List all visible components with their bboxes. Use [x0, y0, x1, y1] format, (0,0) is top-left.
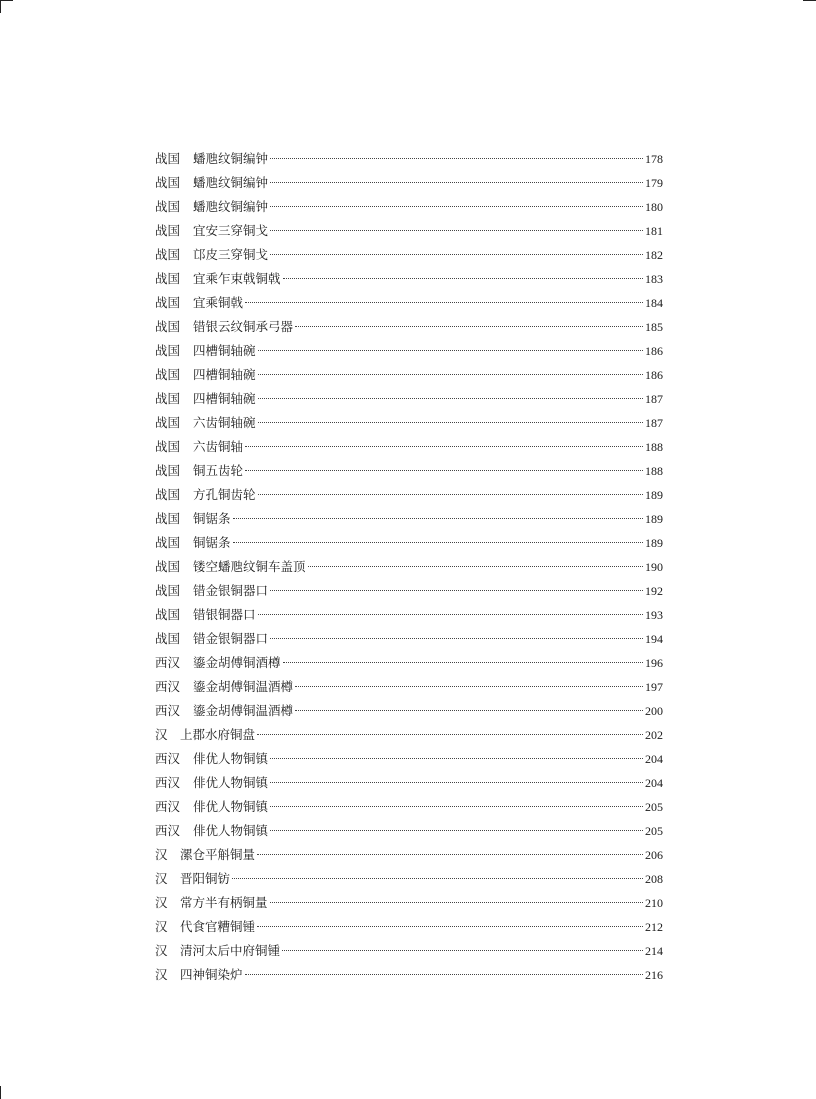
toc-entry: [155, 243, 663, 267]
toc-entry-leader-dots: [283, 278, 643, 279]
toc-entry-title: 常方半有柄铜量: [180, 895, 268, 910]
toc-entry-page-number: 180: [645, 200, 663, 214]
toc-entry-title: 四槽铜轴碗: [193, 367, 256, 382]
toc-entry-page-number: 204: [645, 776, 663, 790]
toc-entry: [155, 771, 663, 795]
toc-entry-title: 俳优人物铜镇: [193, 751, 269, 766]
toc-entry: [155, 819, 663, 843]
toc-entry-title: 铜锯条: [193, 535, 231, 550]
toc-entry-title: 邙皮三穿铜戈: [193, 247, 269, 262]
toc-entry-period: 战国: [155, 415, 181, 430]
toc-entry: [155, 891, 663, 915]
toc-entry-page-number: 192: [645, 584, 663, 598]
toc-entry-leader-dots: [295, 686, 643, 687]
toc-entry-period: 战国: [155, 583, 181, 598]
toc-entry-title: 四槽铜轴碗: [193, 391, 256, 406]
toc-entry-page-number: 205: [645, 824, 663, 838]
toc-entry-period: 西汉: [155, 679, 181, 694]
toc-entry-page-number: 208: [645, 872, 663, 886]
toc-entry-period: 战国: [155, 535, 181, 550]
toc-entry-period: 战国: [155, 607, 181, 622]
toc-entry: [155, 795, 663, 819]
toc-entry-page-number: 200: [645, 704, 663, 718]
toc-entry-title: 错金银铜器口: [193, 631, 269, 646]
toc-entry-page-number: 182: [645, 248, 663, 262]
toc-entry-leader-dots: [245, 446, 643, 447]
toc-entry-leader-dots: [283, 662, 643, 663]
toc-entry-leader-dots: [245, 470, 643, 471]
toc-entry-title: 六齿铜轴: [193, 439, 244, 454]
toc-entry-page-number: 188: [645, 440, 663, 454]
toc-entry: [155, 555, 663, 579]
toc-entry: [155, 195, 663, 219]
toc-entry-title: 蟠虺纹铜编钟: [193, 175, 269, 190]
toc-entry: [155, 627, 663, 651]
toc-entry: [155, 699, 663, 723]
toc-entry-title: 蟠虺纹铜编钟: [193, 151, 269, 166]
toc-entry-period: 战国: [155, 511, 181, 526]
toc-entry-leader-dots: [258, 374, 643, 375]
toc-entry-page-number: 193: [645, 608, 663, 622]
toc-entry-title: 铜五齿轮: [193, 463, 244, 478]
toc-entry-page-number: 204: [645, 752, 663, 766]
toc-entry-period: 战国: [155, 367, 181, 382]
toc-entry: [155, 171, 663, 195]
toc-entry: [155, 435, 663, 459]
toc-entry-title: 宜乘铜戟: [193, 295, 244, 310]
toc-entry-title: 俳优人物铜镇: [193, 823, 269, 838]
toc-entry-title: 晋阳铜钫: [180, 871, 231, 886]
toc-entry-title: 代食官糟铜锺: [180, 919, 256, 934]
toc-entry-page-number: 190: [645, 560, 663, 574]
toc-entry-leader-dots: [258, 398, 643, 399]
toc-entry-title: 蟠虺纹铜编钟: [193, 199, 269, 214]
toc-entry-page-number: 189: [645, 488, 663, 502]
toc-entry-leader-dots: [258, 494, 643, 495]
toc-entry-period: 汉: [155, 967, 168, 982]
toc-entry-title: 鎏金胡傅铜温酒樽: [193, 679, 294, 694]
toc-entry-leader-dots: [258, 350, 643, 351]
toc-entry-leader-dots: [270, 806, 643, 807]
toc-entry-page-number: 196: [645, 656, 663, 670]
toc-entry-leader-dots: [257, 734, 643, 735]
toc-entry-leader-dots: [245, 974, 643, 975]
toc-entry: [155, 507, 663, 531]
toc-entry: [155, 363, 663, 387]
toc-entry: [155, 675, 663, 699]
crop-mark-top-left-horizontal: [0, 0, 13, 1]
toc-entry: [155, 579, 663, 603]
toc-entry-page-number: 214: [645, 944, 663, 958]
crop-mark-top-left-vertical: [0, 0, 1, 13]
toc-entry-leader-dots: [270, 830, 643, 831]
toc-entry: [155, 531, 663, 555]
toc-entry: [155, 291, 663, 315]
toc-entry-page-number: 206: [645, 848, 663, 862]
toc-entry-title: 宜乘乍束戟铜戟: [193, 271, 281, 286]
toc-entry: [155, 339, 663, 363]
toc-entry-title: 上郡水府铜盘: [180, 727, 256, 742]
toc-entry-leader-dots: [245, 302, 643, 303]
toc-entry-page-number: 187: [645, 416, 663, 430]
toc-entry: [155, 219, 663, 243]
toc-entry-leader-dots: [258, 614, 643, 615]
toc-entry-title: 错银铜器口: [193, 607, 256, 622]
toc-entry-leader-dots: [270, 638, 643, 639]
toc-entry-page-number: 212: [645, 920, 663, 934]
toc-entry: [155, 387, 663, 411]
toc-entry-page-number: 189: [645, 512, 663, 526]
toc-entry-period: 战国: [155, 199, 181, 214]
toc-entry-period: 西汉: [155, 823, 181, 838]
toc-entry-period: 西汉: [155, 703, 181, 718]
toc-entry-title: 四槽铜轴碗: [193, 343, 256, 358]
toc-entry-title: 鎏金胡傅铜温酒樽: [193, 703, 294, 718]
toc-entry: [155, 147, 663, 171]
toc-entry: [155, 915, 663, 939]
toc-entry-title: 方孔铜齿轮: [193, 487, 256, 502]
toc-entry-page-number: 178: [645, 152, 663, 166]
toc-entry-period: 西汉: [155, 751, 181, 766]
crop-mark-top-right-horizontal: [803, 0, 816, 1]
toc-entry-leader-dots: [257, 926, 643, 927]
toc-entry: [155, 843, 663, 867]
toc-entry-leader-dots: [270, 758, 643, 759]
toc-entry-period: 战国: [155, 175, 181, 190]
toc-entry: [155, 483, 663, 507]
toc-entry-page-number: 197: [645, 680, 663, 694]
toc-entry-title: 俳优人物铜镇: [193, 775, 269, 790]
toc-entry-period: 汉: [155, 871, 168, 886]
toc-entry: [155, 411, 663, 435]
toc-entry-page-number: 187: [645, 392, 663, 406]
toc-entry-title: 宜安三穿铜戈: [193, 223, 269, 238]
toc-entry: [155, 651, 663, 675]
toc-entry-period: 战国: [155, 319, 181, 334]
toc-entry: [155, 963, 663, 987]
toc-entry-period: 战国: [155, 559, 181, 574]
toc-entry-period: 战国: [155, 631, 181, 646]
toc-entry-leader-dots: [233, 542, 643, 543]
toc-entry-leader-dots: [270, 230, 643, 231]
toc-entry: [155, 747, 663, 771]
toc-entry-period: 战国: [155, 439, 181, 454]
toc-entry: [155, 315, 663, 339]
toc-entry-title: 错银云纹铜承弓器: [193, 319, 294, 334]
toc-entry-page-number: 185: [645, 320, 663, 334]
toc-entry-page-number: 181: [645, 224, 663, 238]
toc-entry-leader-dots: [270, 182, 643, 183]
toc-entry-period: 汉: [155, 895, 168, 910]
toc-entry-period: 西汉: [155, 775, 181, 790]
toc-entry-leader-dots: [282, 950, 643, 951]
toc-entry-leader-dots: [257, 854, 643, 855]
toc-entry-leader-dots: [295, 326, 643, 327]
toc-entry-title: 铜锯条: [193, 511, 231, 526]
toc-entry-leader-dots: [295, 710, 643, 711]
toc-entry-title: 错金银铜器口: [193, 583, 269, 598]
toc-entry-period: 战国: [155, 271, 181, 286]
toc-entry-title: 漯仓平斛铜量: [180, 847, 256, 862]
toc-entry: [155, 723, 663, 747]
toc-entry-leader-dots: [233, 518, 643, 519]
toc-entry-leader-dots: [270, 902, 643, 903]
toc-entry-leader-dots: [270, 254, 643, 255]
toc-entry-title: 四神铜染炉: [180, 967, 243, 982]
toc-entry: [155, 939, 663, 963]
toc-entry-period: 战国: [155, 463, 181, 478]
toc-entry-page-number: 210: [645, 896, 663, 910]
toc-entry-title: 鎏金胡傅铜酒樽: [193, 655, 281, 670]
toc-entry: [155, 459, 663, 483]
toc-entry-period: 汉: [155, 943, 168, 958]
toc-entry-page-number: 184: [645, 296, 663, 310]
toc-entry-page-number: 183: [645, 272, 663, 286]
toc-entry-leader-dots: [308, 566, 643, 567]
toc-entry: [155, 603, 663, 627]
toc-entry-title: 六齿铜轴碗: [193, 415, 256, 430]
toc-entry-leader-dots: [232, 878, 643, 879]
table-of-contents: [155, 147, 663, 987]
toc-entry-page-number: 186: [645, 368, 663, 382]
toc-entry-page-number: 205: [645, 800, 663, 814]
toc-entry-period: 战国: [155, 391, 181, 406]
toc-entry-leader-dots: [270, 206, 643, 207]
toc-entry-period: 汉: [155, 727, 168, 742]
toc-entry-period: 战国: [155, 151, 181, 166]
toc-entry-page-number: 188: [645, 464, 663, 478]
toc-entry-page-number: 194: [645, 632, 663, 646]
toc-entry-leader-dots: [270, 782, 643, 783]
toc-entry-page-number: 216: [645, 968, 663, 982]
toc-entry-period: 战国: [155, 487, 181, 502]
toc-entry-page-number: 189: [645, 536, 663, 550]
toc-entry-leader-dots: [258, 422, 643, 423]
toc-entry-title: 镂空蟠虺纹铜车盖顶: [193, 559, 306, 574]
toc-entry: [155, 867, 663, 891]
toc-entry-period: 汉: [155, 919, 168, 934]
toc-entry-period: 西汉: [155, 799, 181, 814]
toc-entry-period: 西汉: [155, 655, 181, 670]
toc-entry-page-number: 179: [645, 176, 663, 190]
toc-entry-title: 清河太后中府铜锺: [180, 943, 281, 958]
toc-entry-title: 俳优人物铜镇: [193, 799, 269, 814]
toc-entry-page-number: 186: [645, 344, 663, 358]
toc-entry: [155, 267, 663, 291]
toc-entry-leader-dots: [270, 590, 643, 591]
crop-mark-bottom-left-vertical: [0, 1086, 1, 1099]
toc-entry-leader-dots: [270, 158, 643, 159]
toc-entry-period: 汉: [155, 847, 168, 862]
toc-entry-period: 战国: [155, 247, 181, 262]
toc-entry-period: 战国: [155, 295, 181, 310]
toc-entry-page-number: 202: [645, 728, 663, 742]
toc-entry-period: 战国: [155, 343, 181, 358]
toc-entry-period: 战国: [155, 223, 181, 238]
